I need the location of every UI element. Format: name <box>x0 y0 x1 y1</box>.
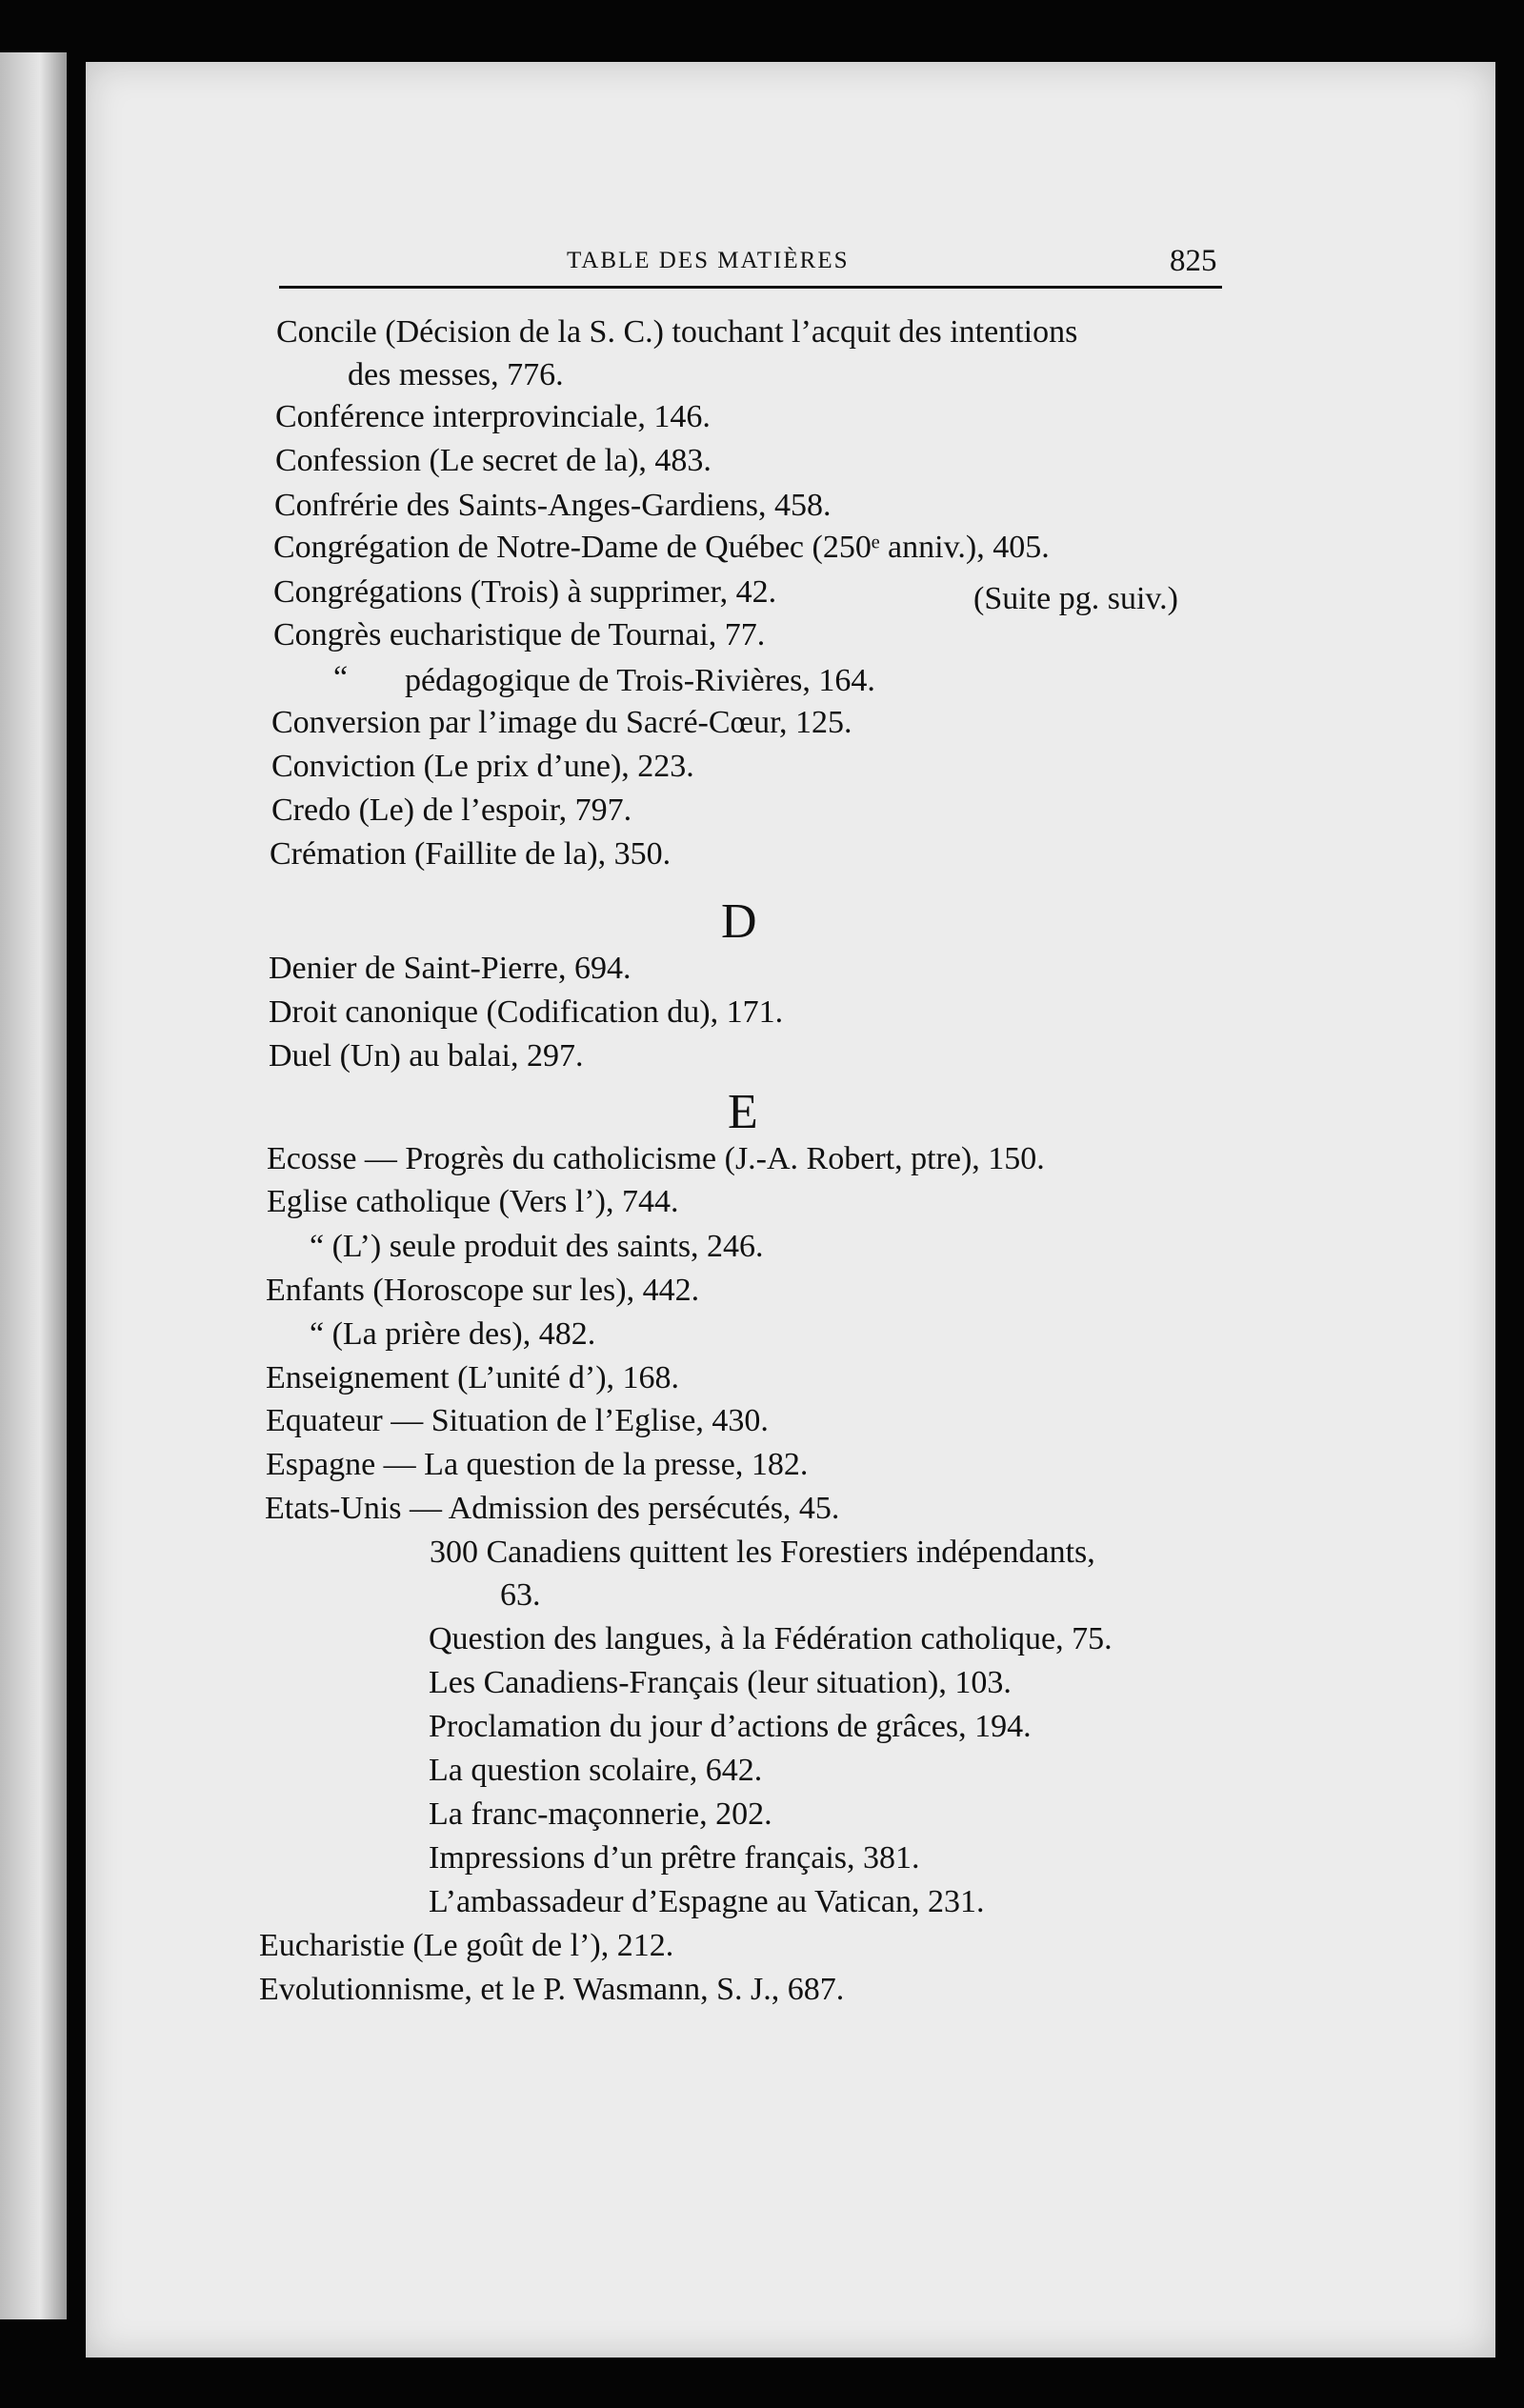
index-subentry: La franc-maçonnerie, 202. <box>429 1796 772 1832</box>
index-entry: Confrérie des Saints-Anges-Gardiens, 458. <box>274 488 832 523</box>
index-entry: Ecosse — Progrès du catholicisme (J.-A. Robert, ptre), 150. <box>267 1141 1045 1176</box>
index-entry: Droit canonique (Codification du), 171. <box>269 994 784 1030</box>
continuation-note: (Suite pg. suiv.) <box>973 581 1179 616</box>
header-rule <box>279 286 1222 289</box>
index-subentry: Proclamation du jour d’actions de grâces, 194. <box>429 1709 1032 1744</box>
index-subentry: 300 Canadiens quittent les Forestiers indépendants, <box>430 1535 1095 1570</box>
adjacent-page-edge <box>0 52 67 2319</box>
index-entry: Denier de Saint-Pierre, 694. <box>269 951 632 986</box>
page-number: 825 <box>1170 244 1217 278</box>
index-entry: Credo (Le) de l’espoir, 797. <box>271 793 632 828</box>
index-subentry: Question des langues, à la Fédération catholique, 75. <box>429 1621 1113 1656</box>
index-entry: Conversion par l’image du Sacré-Cœur, 125. <box>271 705 852 740</box>
index-entry: Etats-Unis — Admission des persécutés, 45. <box>265 1491 840 1526</box>
index-subentry: La question scolaire, 642. <box>429 1753 763 1788</box>
index-entry: Congrégation de Notre-Dame de Québec (250ᵉ anniv.), 405. <box>273 530 1050 565</box>
index-entry-continuation: 63. <box>500 1577 541 1613</box>
index-entry: Concile (Décision de la S. C.) touchant l’acquit des intentions <box>276 314 1078 350</box>
index-subentry: Impressions d’un prêtre français, 381. <box>429 1840 920 1876</box>
index-subentry: “ (La prière des), 482. <box>310 1316 596 1352</box>
index-entry: Crémation (Faillite de la), 350. <box>270 836 672 872</box>
index-entry: Congrégations (Trois) à supprimer, 42. <box>273 574 777 610</box>
index-entry: Eucharistie (Le goût de l’), 212. <box>259 1928 674 1963</box>
index-subentry: Les Canadiens-Français (leur situation), 103. <box>429 1665 1012 1700</box>
index-subentry: pédagogique de Trois-Rivières, 164. <box>405 663 875 698</box>
running-header-title: TABLE DES MATIÈRES <box>567 248 850 273</box>
section-letter-d: D <box>721 894 757 949</box>
index-entry: Eglise catholique (Vers l’), 744. <box>267 1184 679 1219</box>
index-entry: Enseignement (L’unité d’), 168. <box>266 1360 680 1395</box>
index-entry-continuation: des messes, 776. <box>348 357 564 392</box>
index-entry: Evolutionnisme, et le P. Wasmann, S. J., 687. <box>259 1972 845 2007</box>
index-subentry: “ (L’) seule produit des saints, 246. <box>310 1229 764 1264</box>
index-entry: Duel (Un) au balai, 297. <box>269 1038 584 1074</box>
index-entry: Conférence interprovinciale, 146. <box>275 399 711 434</box>
index-entry: Conviction (Le prix d’une), 223. <box>271 749 694 784</box>
index-entry: Enfants (Horoscope sur les), 442. <box>266 1273 700 1308</box>
section-letter-e: E <box>728 1085 758 1139</box>
index-entry: Espagne — La question de la presse, 182. <box>266 1447 809 1482</box>
index-entry: Equateur — Situation de l’Eglise, 430. <box>266 1403 769 1438</box>
index-entry: Congrès eucharistique de Tournai, 77. <box>273 617 766 652</box>
index-subentry: L’ambassadeur d’Espagne au Vatican, 231. <box>429 1884 985 1919</box>
ditto-mark: “ <box>333 660 349 695</box>
index-entry: Confession (Le secret de la), 483. <box>275 443 712 478</box>
